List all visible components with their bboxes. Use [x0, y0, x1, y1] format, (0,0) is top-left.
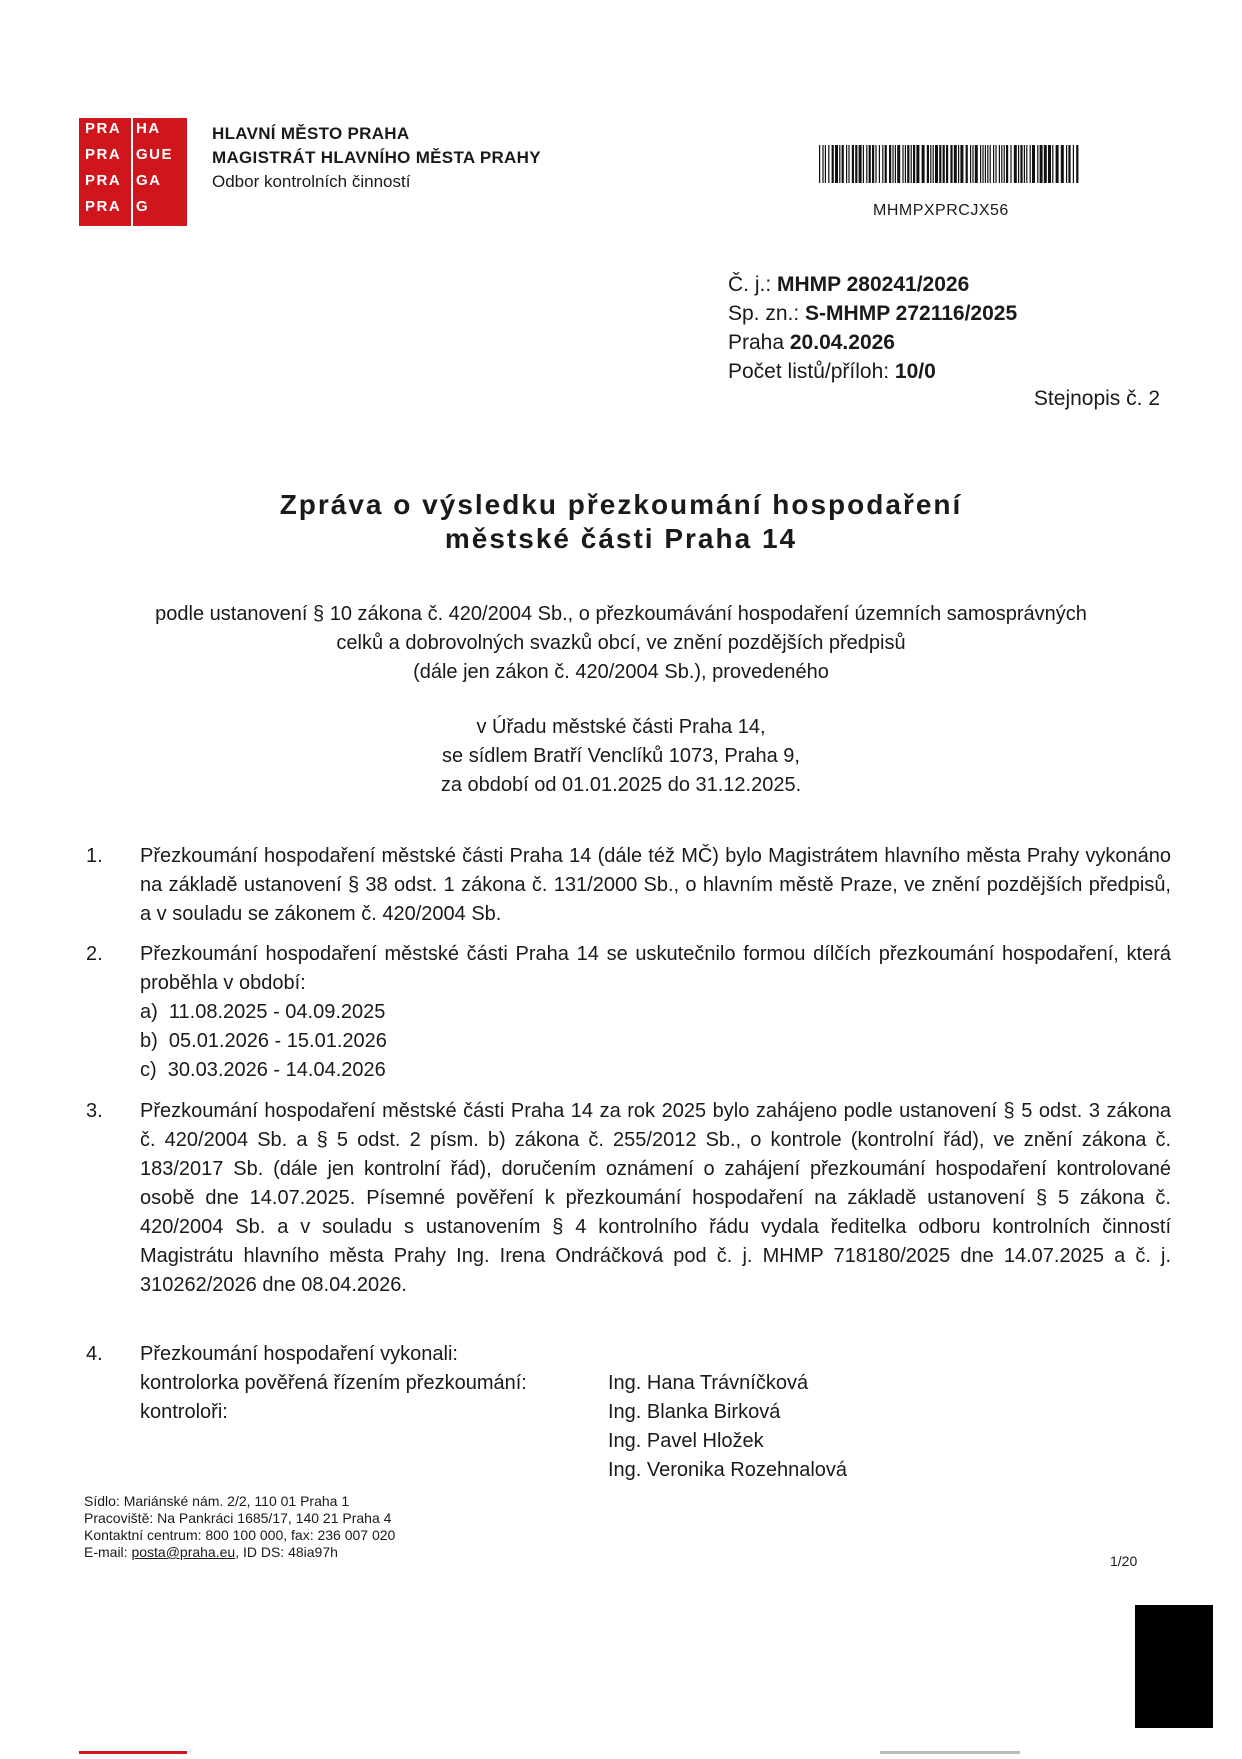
data-box-id: , ID DS: 48ia97h — [235, 1544, 338, 1560]
document-title — [0, 488, 1242, 556]
review-period: b) 05.01.2026 - 15.01.2026 — [140, 1030, 387, 1052]
case-number-value: MHMP 280241/2026 — [777, 273, 970, 296]
prague-logo — [79, 118, 187, 226]
logo-text: HA — [136, 120, 161, 137]
redaction-block — [1135, 1605, 1213, 1728]
barcode-image — [819, 145, 1081, 183]
item-number: 4. — [86, 1343, 103, 1365]
logo-row — [79, 196, 187, 221]
list-item — [86, 1340, 1171, 1481]
document-place: Praha — [728, 331, 790, 354]
logo-row — [79, 170, 187, 195]
sheet-count-value: 10/0 — [894, 360, 936, 383]
review-period: c) 30.03.2026 - 14.04.2026 — [140, 1059, 386, 1081]
logo-text: GA — [136, 172, 162, 189]
reference-block — [728, 270, 1017, 386]
controller-names — [608, 1369, 847, 1485]
document-date — [728, 328, 1017, 357]
barcode-code: MHMPXPRCJX56 — [873, 202, 1009, 219]
review-period: a) 11.08.2025 - 04.09.2025 — [140, 1001, 386, 1023]
page-number: 1/20 — [1110, 1553, 1138, 1569]
email-label: E-mail: — [84, 1544, 132, 1560]
footer-phone: Kontaktní centrum: 800 100 000, fax: 236 007 020 — [84, 1527, 396, 1543]
controller-name: Ing. Veronika Rozehnalová — [608, 1459, 848, 1481]
office-line: za období od 01.01.2025 do 31.12.2025. — [440, 774, 802, 796]
item-number: 2. — [86, 943, 103, 965]
logo-text: G — [136, 198, 150, 215]
audited-office — [0, 713, 1242, 800]
item-number: 1. — [86, 845, 103, 867]
title-line: Zpráva o výsledku přezkoumání hospodaření — [279, 489, 963, 520]
footer-email-line — [84, 1544, 395, 1561]
footer-workplace: Pracoviště: Na Pankráci 1685/17, 140 21 Praha 4 — [84, 1510, 392, 1526]
case-number — [728, 270, 1017, 299]
legal-basis — [0, 600, 1242, 687]
office-line: v Úřadu městské části Praha 14, — [476, 716, 766, 738]
logo-edge-mark — [79, 1751, 187, 1754]
footer-contact — [84, 1493, 395, 1561]
controllers-label: kontroloři: — [140, 1401, 228, 1423]
file-number-value: S-MHMP 272116/2025 — [805, 302, 1018, 325]
logo-text: GUE — [136, 146, 174, 163]
barcode-edge-mark — [880, 1751, 1020, 1754]
item-text: Přezkoumání hospodaření městské části Praha 14 (dále též MČ) bylo Magistrátem hlavního města Prahy vykonáno na základě ustanovení § 38 odst. 1 zákona č. 131/2000 Sb., o hlavním městě Praze, ve znění pozdějších předpisů, a v souladu se zákonem č. 420/2004 Sb. — [140, 845, 1171, 925]
case-number-label: Č. j.: — [728, 273, 778, 296]
footer-address: Sídlo: Mariánské nám. 2/2, 110 01 Praha 1 — [84, 1493, 350, 1509]
title-line: městské části Praha 14 — [444, 523, 798, 554]
copy-number: Stejnopis č. 2 — [1033, 387, 1160, 410]
item-text: Přezkoumání hospodaření městské části Praha 14 za rok 2025 bylo zahájeno podle ustanovení § 5 odst. 3 zákona č. 420/2004 Sb. a § 5 odst. 2 písm. b) zákona č. 255/2012 Sb., o kontrole (kontrolní řád), ve znění zákona č. 183/2017 Sb. (dále jen kontrolní řád), doručením oznámení o zahájení přezkoumání hospodaření kontrolované osobě dne 14.07.2025. Písemné pověření k přezkoumání hospodaření na základě ustanovení § 5 zákona č. 420/2004 Sb. a v souladu s ustanovením § 4 kontrolního řádu vydala ředitelka odboru kontrolních činností Magistrátu hlavního města Prahy Ing. Irena Ondráčková pod č. j. MHMP 718180/2025 dne 14.07.2025 a č. j. 310262/2026 dne 08.04.2026. — [140, 1100, 1171, 1296]
sheet-count-label: Počet listů/příloh: — [728, 360, 895, 383]
issuer-city: HLAVNÍ MĚSTO PRAHA — [212, 124, 410, 143]
logo-text: PRA — [85, 198, 122, 215]
controller-name: Ing. Blanka Birková — [608, 1401, 781, 1423]
logo-row — [79, 118, 187, 143]
legal-line: celků a dobrovolných svazků obcí, ve znění pozdějších předpisů — [336, 632, 906, 654]
controller-name: Ing. Pavel Hložek — [608, 1430, 764, 1452]
email-link[interactable]: posta@praha.eu — [131, 1544, 236, 1560]
logo-text: PRA — [85, 146, 122, 163]
legal-line: podle ustanovení § 10 zákona č. 420/2004 Sb., o přezkoumávání hospodaření územních samosprávných — [155, 603, 1087, 625]
item-body — [140, 940, 1171, 1085]
issuer-department: Odbor kontrolních činností — [212, 172, 411, 191]
item-number: 3. — [86, 1100, 103, 1122]
item-heading: Přezkoumání hospodaření vykonali: — [140, 1343, 458, 1365]
file-number — [728, 299, 1017, 328]
logo-text: PRA — [85, 120, 122, 137]
logo-text: PRA — [85, 172, 122, 189]
issuer-office: MAGISTRÁT HLAVNÍHO MĚSTA PRAHY — [212, 148, 541, 167]
file-number-label: Sp. zn.: — [728, 302, 806, 325]
document-date-value: 20.04.2026 — [789, 331, 895, 354]
logo-row — [79, 144, 187, 169]
issuer-header — [212, 122, 541, 194]
sheet-count — [728, 357, 1017, 386]
item-text: Přezkoumání hospodaření městské části Praha 14 se uskutečnilo formou dílčích přezkoumání hospodaření, která proběhla v období: — [140, 943, 1171, 994]
legal-line: (dále jen zákon č. 420/2004 Sb.), provedeného — [413, 661, 829, 683]
office-line: se sídlem Bratří Venclíků 1073, Praha 9, — [442, 745, 800, 767]
controller-name: Ing. Hana Trávníčková — [608, 1372, 809, 1394]
lead-controller-label: kontrolorka pověřená řízením přezkoumání: — [140, 1372, 527, 1394]
